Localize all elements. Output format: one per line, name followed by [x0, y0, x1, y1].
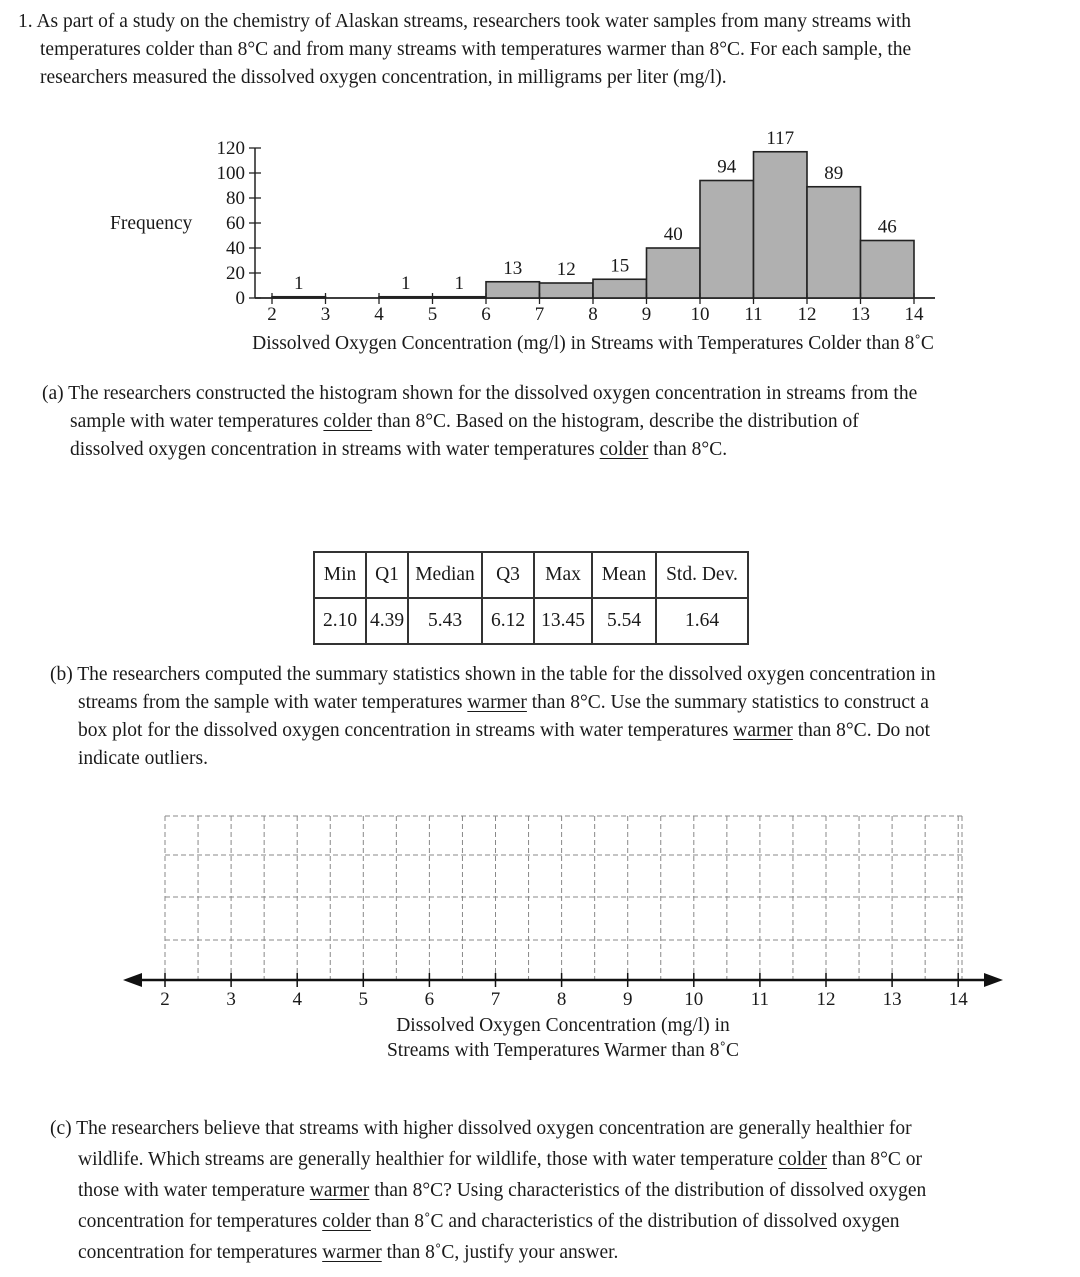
y-tick-label: 80 — [226, 188, 245, 209]
part-c-line — [50, 1206, 926, 1237]
underlined-word: colder — [778, 1149, 828, 1170]
underlined-word: colder — [322, 1211, 371, 1232]
histogram-bar — [754, 152, 808, 298]
histogram-bar — [807, 187, 861, 298]
histogram-bar — [861, 241, 915, 299]
text-run: than 8°C. Based on the histogram, describe the distribution of — [372, 411, 859, 432]
underlined-word: colder — [323, 411, 373, 432]
text-run: concentration for temperatures — [78, 1211, 323, 1232]
stats-header-cell: Q1 — [366, 552, 408, 598]
stats-value-cell: 5.54 — [592, 598, 656, 644]
y-tick-label: 60 — [226, 213, 245, 234]
part-c-line — [50, 1175, 926, 1206]
histogram-bar — [379, 297, 433, 298]
text-run: sample with water temperatures — [70, 411, 324, 432]
intro-line-3: researchers measured the dissolved oxygen concentration, in milligrams per liter (mg/l). — [40, 67, 727, 88]
bar-value-label: 1 — [294, 272, 304, 294]
underlined-word: warmer — [733, 720, 793, 741]
x-tick-label: 12 — [797, 304, 817, 325]
bar-value-label: 15 — [610, 255, 630, 277]
y-tick-label: 120 — [216, 138, 245, 159]
bar-value-label: 1 — [454, 272, 464, 294]
boxplot-number-line — [123, 973, 1003, 1010]
y-tick-label: 0 — [235, 288, 245, 309]
boxplot-axis-label-line-1: Dissolved Oxygen Concentration (mg/l) in — [396, 1015, 730, 1036]
x-tick-label: 6 — [481, 304, 491, 325]
part-b-line — [50, 689, 936, 717]
part-b-line — [50, 717, 936, 745]
x-tick-label: 7 — [534, 304, 545, 325]
histogram-bars — [272, 128, 914, 298]
stats-header-cell: Std. Dev. — [656, 552, 748, 598]
underlined-word: warmer — [322, 1242, 382, 1263]
text-run: box plot for the dissolved oxygen concentration in streams with water temperatures — [78, 720, 734, 741]
text-run: than 8˚C and characteristics of the distribution of dissolved oxygen — [370, 1211, 900, 1232]
x-tick-label: 9 — [641, 304, 652, 325]
text-run: than 8°C or — [827, 1149, 923, 1170]
histogram-chart — [0, 120, 1080, 370]
x-tick-label: 2 — [267, 304, 277, 325]
histogram-bar — [433, 297, 487, 298]
bar-value-label: 40 — [663, 224, 683, 245]
text-run: wildlife. Which streams are generally healthier for wildlife, those with water temperature — [78, 1149, 779, 1170]
text-run: than 8°C. Do not — [792, 720, 931, 741]
x-tick-label: 13 — [851, 304, 870, 325]
part-a-line — [42, 408, 917, 436]
number-line-tick-label: 10 — [684, 989, 704, 1010]
axis-left-arrow-icon — [123, 973, 142, 987]
number-line-tick-label: 4 — [292, 989, 302, 1010]
number-line-tick-label: 14 — [948, 989, 968, 1010]
number-line-tick-label: 2 — [160, 989, 170, 1010]
y-tick-label: 100 — [216, 163, 245, 184]
x-tick-label: 11 — [744, 304, 763, 325]
text-run: those with water temperature — [78, 1180, 310, 1201]
part-c-line — [50, 1113, 926, 1144]
y-tick-label: 20 — [226, 263, 245, 284]
histogram-bar — [647, 248, 701, 298]
text-run: than 8°C. — [648, 439, 728, 460]
histogram-bar — [540, 283, 594, 298]
intro-line-2: temperatures colder than 8°C and from many streams with temperatures warmer than 8°C. For each sample, the — [40, 39, 912, 60]
number-line-tick-label: 3 — [226, 989, 236, 1010]
axis-right-arrow-icon — [984, 973, 1003, 987]
part-b-text — [50, 661, 936, 773]
text-run: (a) The researchers constructed the histogram shown for the dissolved oxygen concentration in streams from the — [42, 383, 918, 404]
number-line-tick-label: 7 — [490, 989, 501, 1010]
number-line-tick-label: 12 — [816, 989, 836, 1010]
text-run: than 8˚C, justify your answer. — [381, 1242, 619, 1263]
part-a-text — [42, 380, 917, 464]
x-tick-label: 4 — [374, 304, 384, 325]
bar-value-label: 89 — [824, 162, 844, 184]
number-line-tick-label: 8 — [556, 989, 567, 1010]
stats-header-cell: Q3 — [482, 552, 534, 598]
x-tick-label: 14 — [904, 304, 924, 325]
histogram-bar — [272, 297, 326, 298]
part-b-line — [50, 745, 936, 773]
stats-value-cell: 2.10 — [314, 598, 366, 644]
question-intro — [18, 8, 911, 92]
part-a-line — [42, 380, 917, 408]
part-c-line — [50, 1144, 926, 1175]
underlined-word: warmer — [309, 1180, 370, 1201]
underlined-word: warmer — [467, 692, 527, 713]
histogram-y-label: Frequency — [110, 213, 193, 234]
text-run: streams from the sample with water temperatures — [78, 692, 468, 713]
number-line-tick-label: 11 — [750, 989, 770, 1010]
intro-line-1: 1. As part of a study on the chemistry of Alaskan streams, researchers took water samples from many streams with — [18, 11, 911, 32]
stats-value-cell: 5.43 — [408, 598, 482, 644]
underlined-word: colder — [599, 439, 649, 460]
stats-value-cell: 13.45 — [534, 598, 592, 644]
stats-value-cell: 1.64 — [656, 598, 748, 644]
part-c-text — [50, 1113, 926, 1268]
stats-header-cell: Min — [314, 552, 366, 598]
summary-statistics-table — [313, 551, 749, 645]
question-number: 1. — [18, 11, 33, 32]
stats-header-cell: Median — [408, 552, 482, 598]
bar-value-label: 94 — [717, 156, 737, 178]
answer-grid — [165, 816, 962, 980]
histogram-bar — [593, 279, 647, 298]
part-c-line — [50, 1237, 926, 1268]
bar-value-label: 12 — [556, 259, 576, 280]
text-run: (c) The researchers believe that streams with higher dissolved oxygen concentration are generally healthier for — [50, 1118, 912, 1139]
x-tick-label: 8 — [588, 304, 598, 325]
text-run: dissolved oxygen concentration in streams with water temperatures — [70, 439, 600, 460]
number-line-tick-label: 5 — [358, 989, 369, 1010]
number-line-tick-label: 9 — [622, 989, 633, 1010]
histogram-bar — [486, 282, 540, 298]
histogram-x-label: Dissolved Oxygen Concentration (mg/l) in Streams with Temperatures Colder than 8˚C — [252, 333, 934, 354]
text-run: concentration for temperatures — [78, 1242, 323, 1263]
text-run: than 8°C? Using characteristics of the distribution of dissolved oxygen — [369, 1180, 927, 1201]
text-run: than 8°C. Use the summary statistics to construct a — [526, 692, 929, 713]
part-a-line — [42, 436, 917, 464]
stats-header-cell: Max — [534, 552, 592, 598]
bar-value-label: 13 — [503, 257, 523, 279]
number-line-tick-label: 6 — [424, 989, 435, 1010]
x-tick-label: 3 — [320, 304, 331, 325]
boxplot-grid — [0, 800, 1080, 1060]
bar-value-label: 46 — [877, 216, 897, 238]
stats-value-cell: 6.12 — [482, 598, 534, 644]
histogram-bar — [700, 181, 754, 299]
bar-value-label: 1 — [401, 272, 411, 294]
boxplot-axis-label-line-2: Streams with Temperatures Warmer than 8˚C — [386, 1040, 740, 1060]
part-b-line — [50, 661, 936, 689]
text-run: indicate outliers. — [78, 748, 208, 769]
x-tick-label: 5 — [427, 304, 438, 325]
stats-header-cell: Mean — [592, 552, 656, 598]
y-tick-label: 40 — [226, 238, 245, 259]
number-line-tick-label: 13 — [882, 989, 902, 1010]
stats-header-row — [314, 552, 748, 598]
bar-value-label: 117 — [766, 127, 795, 149]
stats-value-cell: 4.39 — [366, 598, 408, 644]
stats-value-row — [314, 598, 748, 644]
text-run: (b) The researchers computed the summary statistics shown in the table for the dissolved oxygen concentration in — [50, 664, 936, 685]
x-tick-label: 10 — [690, 304, 710, 325]
